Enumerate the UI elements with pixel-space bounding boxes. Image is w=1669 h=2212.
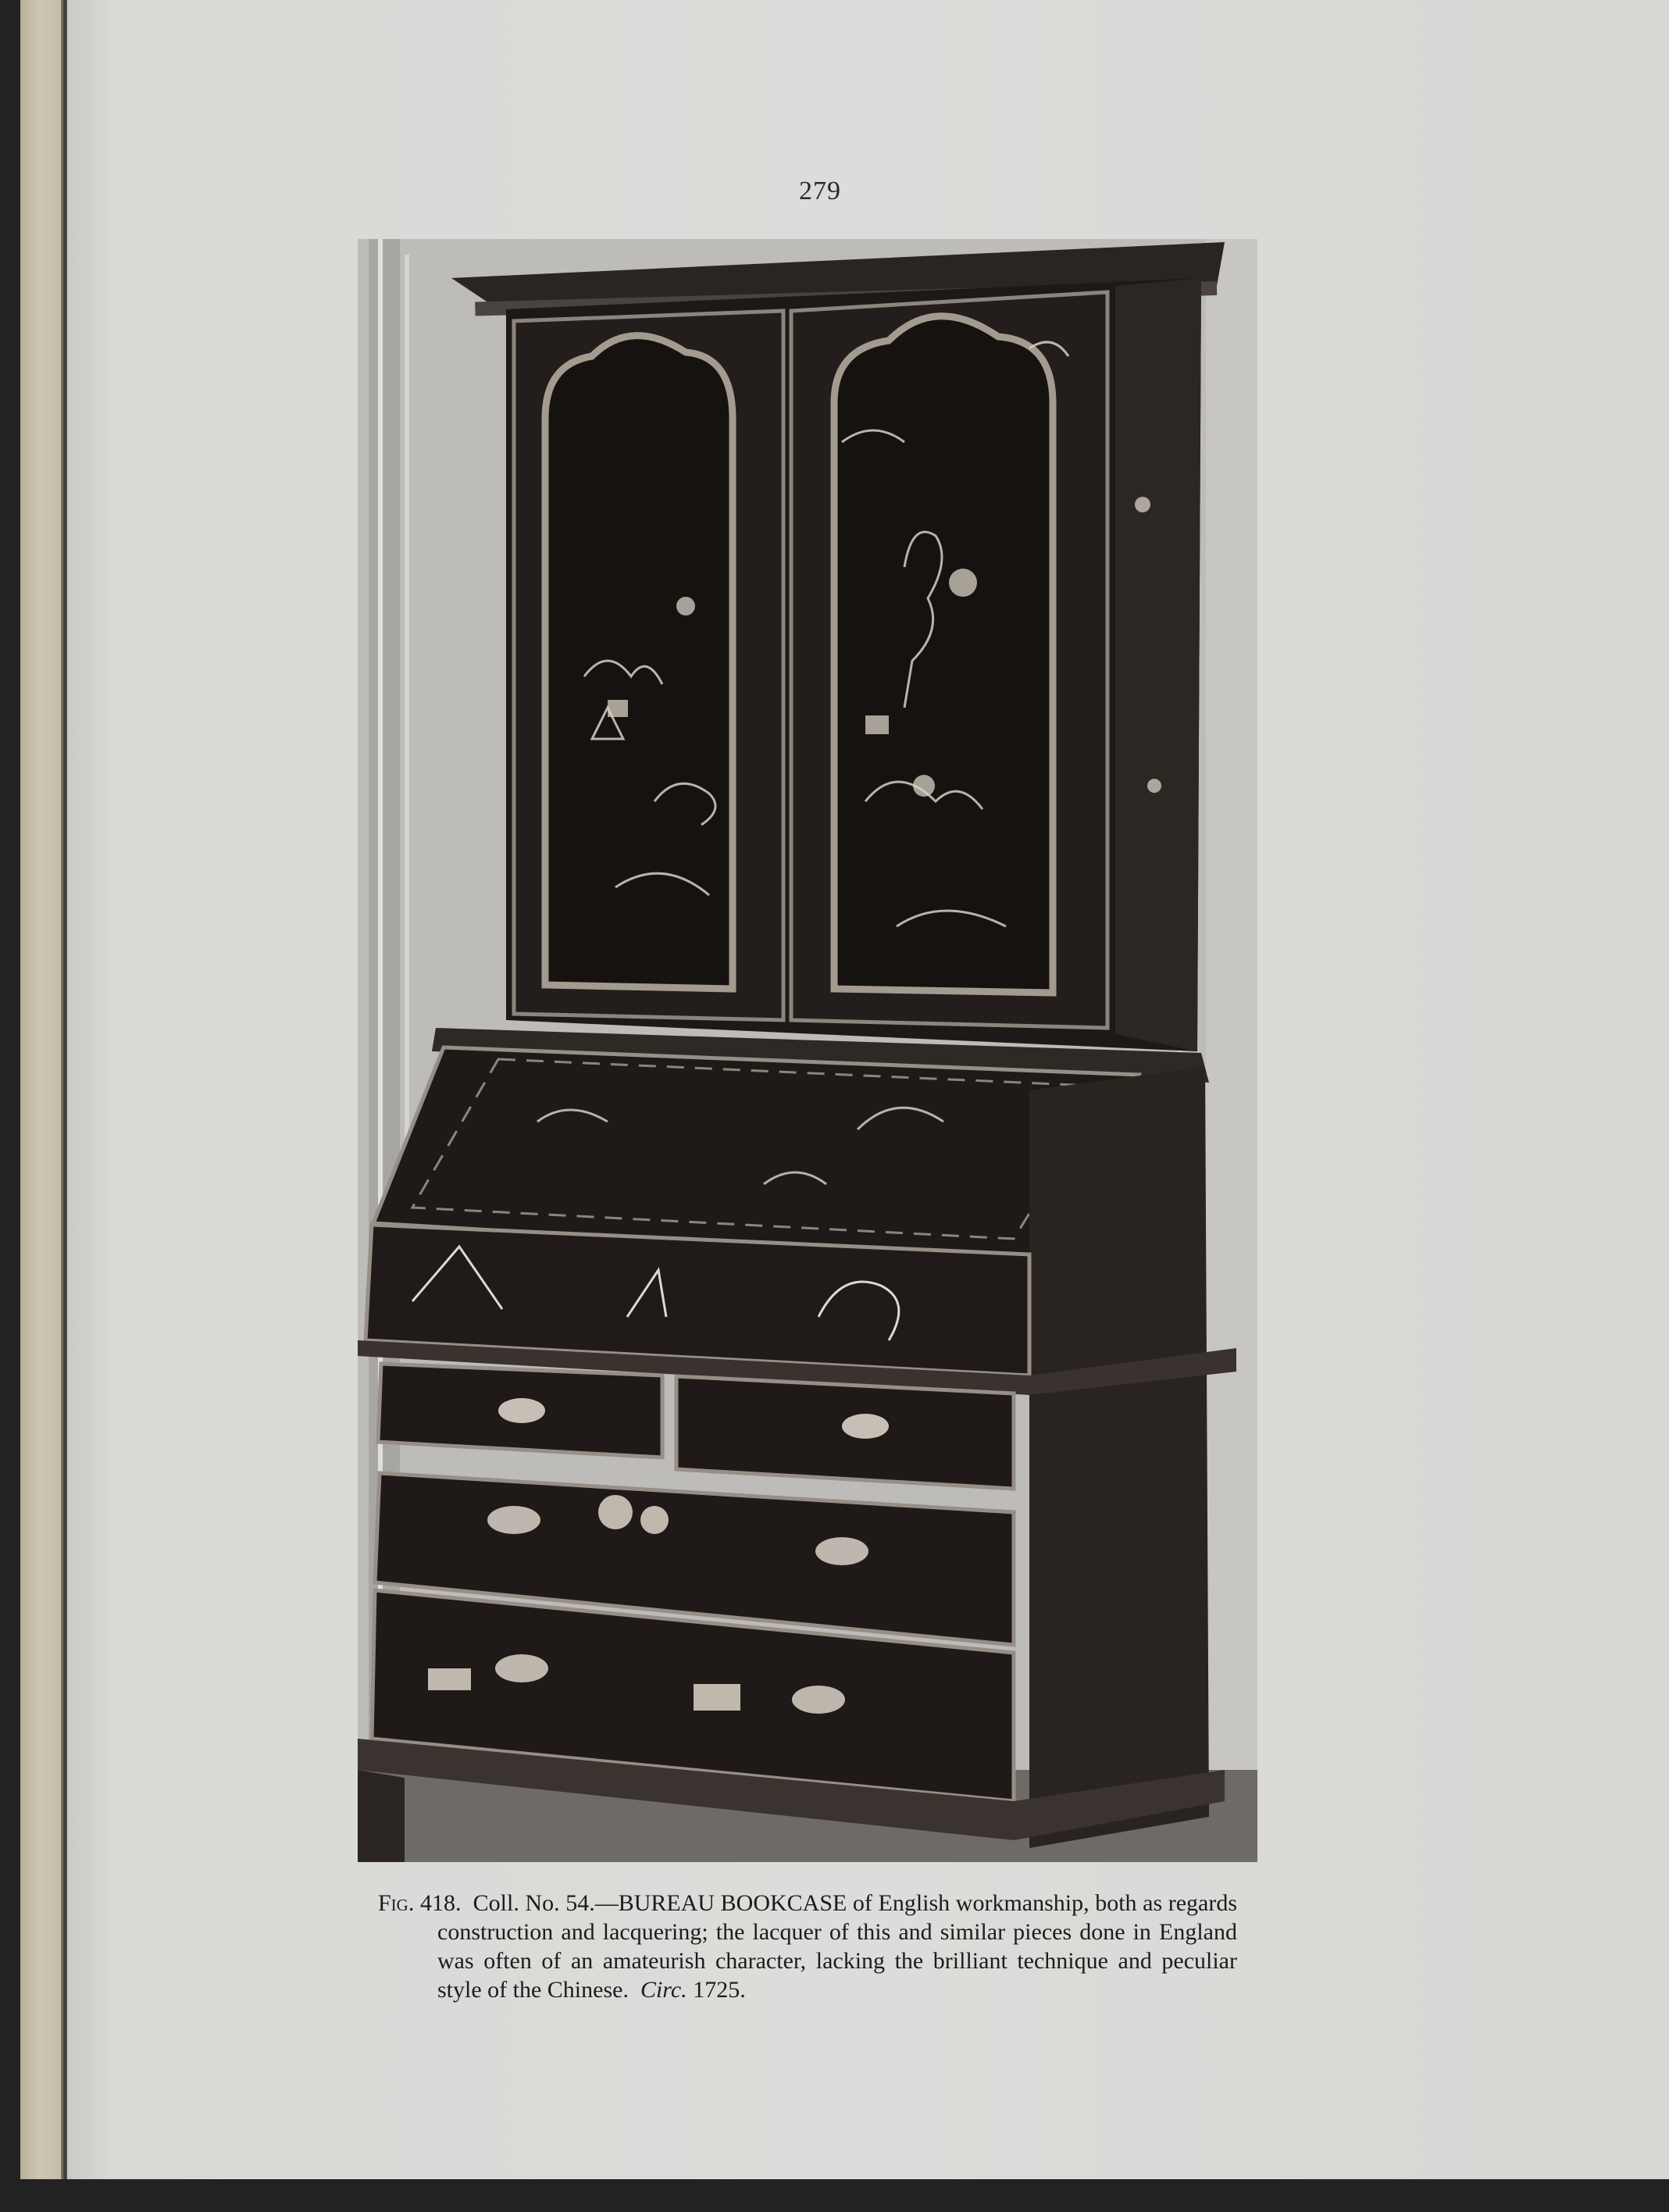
bureau-bookcase-illustration bbox=[358, 239, 1257, 1862]
figure-photograph bbox=[358, 239, 1257, 1862]
caption-date: 1725. bbox=[693, 1977, 746, 2003]
caption-line-4-text: style of the Chinese. bbox=[437, 1977, 629, 2003]
caption-line-1 bbox=[378, 1889, 1237, 1918]
page-number: 279 bbox=[799, 177, 841, 205]
caption-line-3: was often of an amateurish character, lacking the brilliant technique and peculiar bbox=[437, 1948, 1237, 1974]
figure-caption bbox=[378, 1889, 1237, 2004]
caption-circa: Circ. bbox=[640, 1977, 687, 2003]
caption-fig-label: Fig. bbox=[378, 1890, 415, 1916]
caption-fig-number: 418. bbox=[419, 1890, 462, 1916]
previous-page-edge bbox=[20, 0, 66, 2212]
caption-line-4 bbox=[378, 1975, 1237, 2004]
caption-coll-text: Coll. No. 54.—BUREAU BOOKCASE of English workmanship, both as regards bbox=[473, 1890, 1238, 1916]
scanner-bottom-edge bbox=[0, 2179, 1669, 2212]
scanner-background bbox=[0, 0, 20, 2212]
caption-line-2: construction and lacquering; the lacquer of this and similar pieces done in England bbox=[437, 1919, 1237, 1945]
